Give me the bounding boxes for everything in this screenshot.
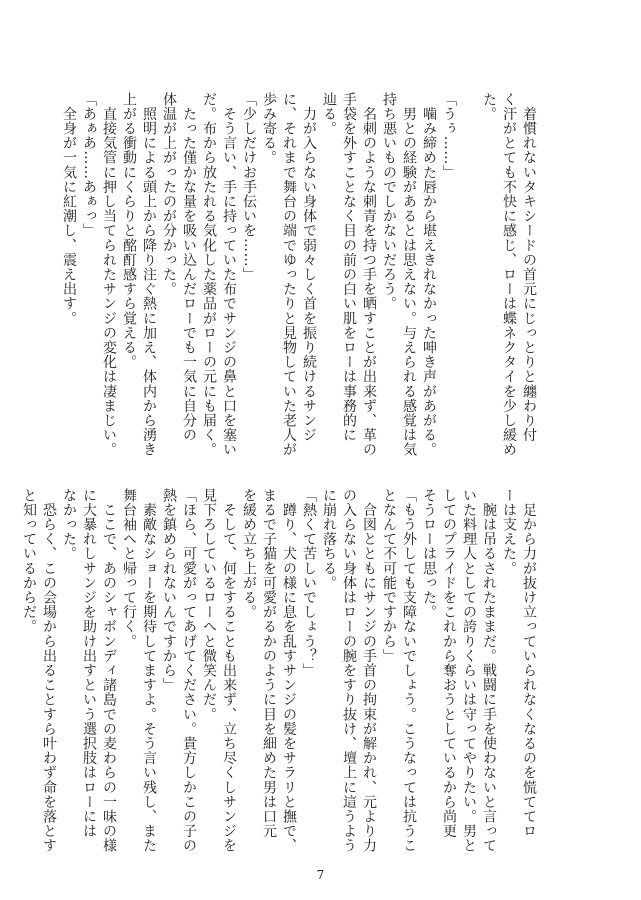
lower-text-line: と知っているからだ。	[21, 488, 37, 634]
upper-text-line: 直接気管に押し当てられたサンジの変化は凄まじい。	[101, 92, 117, 457]
upper-text-line: 「あぁあ……あぁっ」	[81, 92, 97, 238]
upper-text-line: 噛み締めた唇から堪えきれなかった呻き声があがる。	[421, 92, 437, 457]
upper-text-line: 手袋を外すことなく目の前の白い肌をローは事務的に	[341, 92, 357, 443]
lower-text-line: いた料理人としての誇りくらいは守ってやりたい。男と	[461, 488, 477, 853]
upper-text-line: 名刺のような刺青を持つ手を晒すことが出来ず、革の	[361, 92, 377, 457]
lower-text-line: 恐らく、この会場から出ることすら叶わず命を落とす	[41, 488, 57, 853]
upper-text-line: だ。布から放たれる気化した薬品がローの元にも届く。	[201, 92, 217, 457]
lower-text-line: してのプライドをこれから奪おうとしているから尚更	[441, 488, 457, 839]
lower-text-line: 「もう外しても支障ないでしょう。こうなっては抗うこ	[401, 488, 417, 853]
lower-text-line: 見下ろしているローへと微笑んだ。	[201, 488, 217, 722]
lower-text-line: 素敵なショーを期待してますよ。そう言い残し、また	[141, 488, 157, 853]
lower-text-line: 合図とともにサンジの手首の拘束が解かれ、元より力	[361, 488, 377, 853]
lower-text-line: に大暴れしサンジを助け出すという選択肢はローには	[81, 488, 97, 839]
upper-text-line: 男との経験があるとは思えない。与えられる感覚は気	[401, 92, 417, 457]
upper-text-line: 着慣れないタキシードの首元にじっとりと纏わり付	[521, 92, 537, 443]
upper-text-line: 全身が一気に紅潮し、震え出す。	[61, 92, 77, 326]
text-block-lower	[21, 488, 539, 853]
lower-text-line: まるで子猫を可愛がるかのように目を細めた男は口元	[261, 488, 277, 839]
lower-text-line: 「ほら、可愛がってあげてください。貴方しかこの子の	[181, 488, 197, 853]
lower-text-line: 舞台袖へと帰って行く。	[121, 488, 137, 649]
upper-text-line: 上がる衝動にくらりと酩酊感すら覚える。	[121, 92, 137, 370]
lower-text-line: を緩め立ち上がる。	[241, 488, 257, 620]
upper-text-line: た。	[481, 92, 497, 122]
lower-text-line: そして、何をすることも出来ず、立ち尽くしサンジを	[221, 488, 237, 853]
lower-text-line: の入らない身体はローの腕をすり抜け、壇上に這うよう	[341, 488, 357, 853]
upper-text-line: 力が入らない身体で弱々しく首を振り続けるサンジ	[301, 92, 317, 443]
lower-text-line: 「熱くて苦しいでしょう？」	[301, 488, 317, 678]
upper-text-line: 照明による頭上から降り注ぐ熱に加え、体内から湧き	[141, 92, 157, 457]
upper-text-line: に、それまで舞台の端でゆったりと見物していた老人が	[281, 92, 297, 457]
upper-text-line: 「少しだけお手伝いを……」	[241, 92, 257, 282]
upper-text-line: 「うぅ……」	[441, 92, 457, 180]
lower-text-line: 蹲り、犬の様に息を乱すサンジの髪をサラリと撫で、	[281, 488, 297, 853]
lower-text-line: なかった。	[61, 488, 77, 561]
upper-text-line: 持ち悪いものでしかないだろう。	[381, 92, 397, 311]
lower-text-line: 熱を鎮められないんですから」	[161, 488, 177, 693]
upper-text-line: 歩み寄る。	[261, 92, 277, 165]
page-number: 7	[316, 868, 325, 882]
upper-text-line: 辿る。	[321, 92, 337, 136]
upper-text-line: 体温が上がったのが分かった。	[161, 92, 177, 297]
upper-text-line: く汗がとても不快に感じ、ローは蝶ネクタイを少し緩め	[501, 92, 517, 457]
text-block-upper	[61, 92, 539, 457]
lower-text-line: ここで、あのシャボンディ諸島での麦わらの一味の様	[101, 488, 117, 853]
lower-text-line: に崩れ落ちる。	[321, 488, 337, 591]
lower-text-line: 足から力が抜け立っていられなくなるのを慌ててロ	[521, 488, 537, 839]
lower-text-line: ーは支えた。	[501, 488, 517, 576]
lower-text-line: そうローは思った。	[421, 488, 437, 620]
lower-text-line: 腕は吊るされたままだ。戦闘に手を使わないと言って	[481, 488, 497, 853]
upper-text-line: たった僅かな量を吸い込んだローでも一気に自分の	[181, 92, 197, 443]
lower-text-line: となんて不可能ですから」	[381, 488, 397, 664]
upper-text-line: そう言い、手に持っていた布でサンジの鼻と口を塞い	[221, 92, 237, 457]
